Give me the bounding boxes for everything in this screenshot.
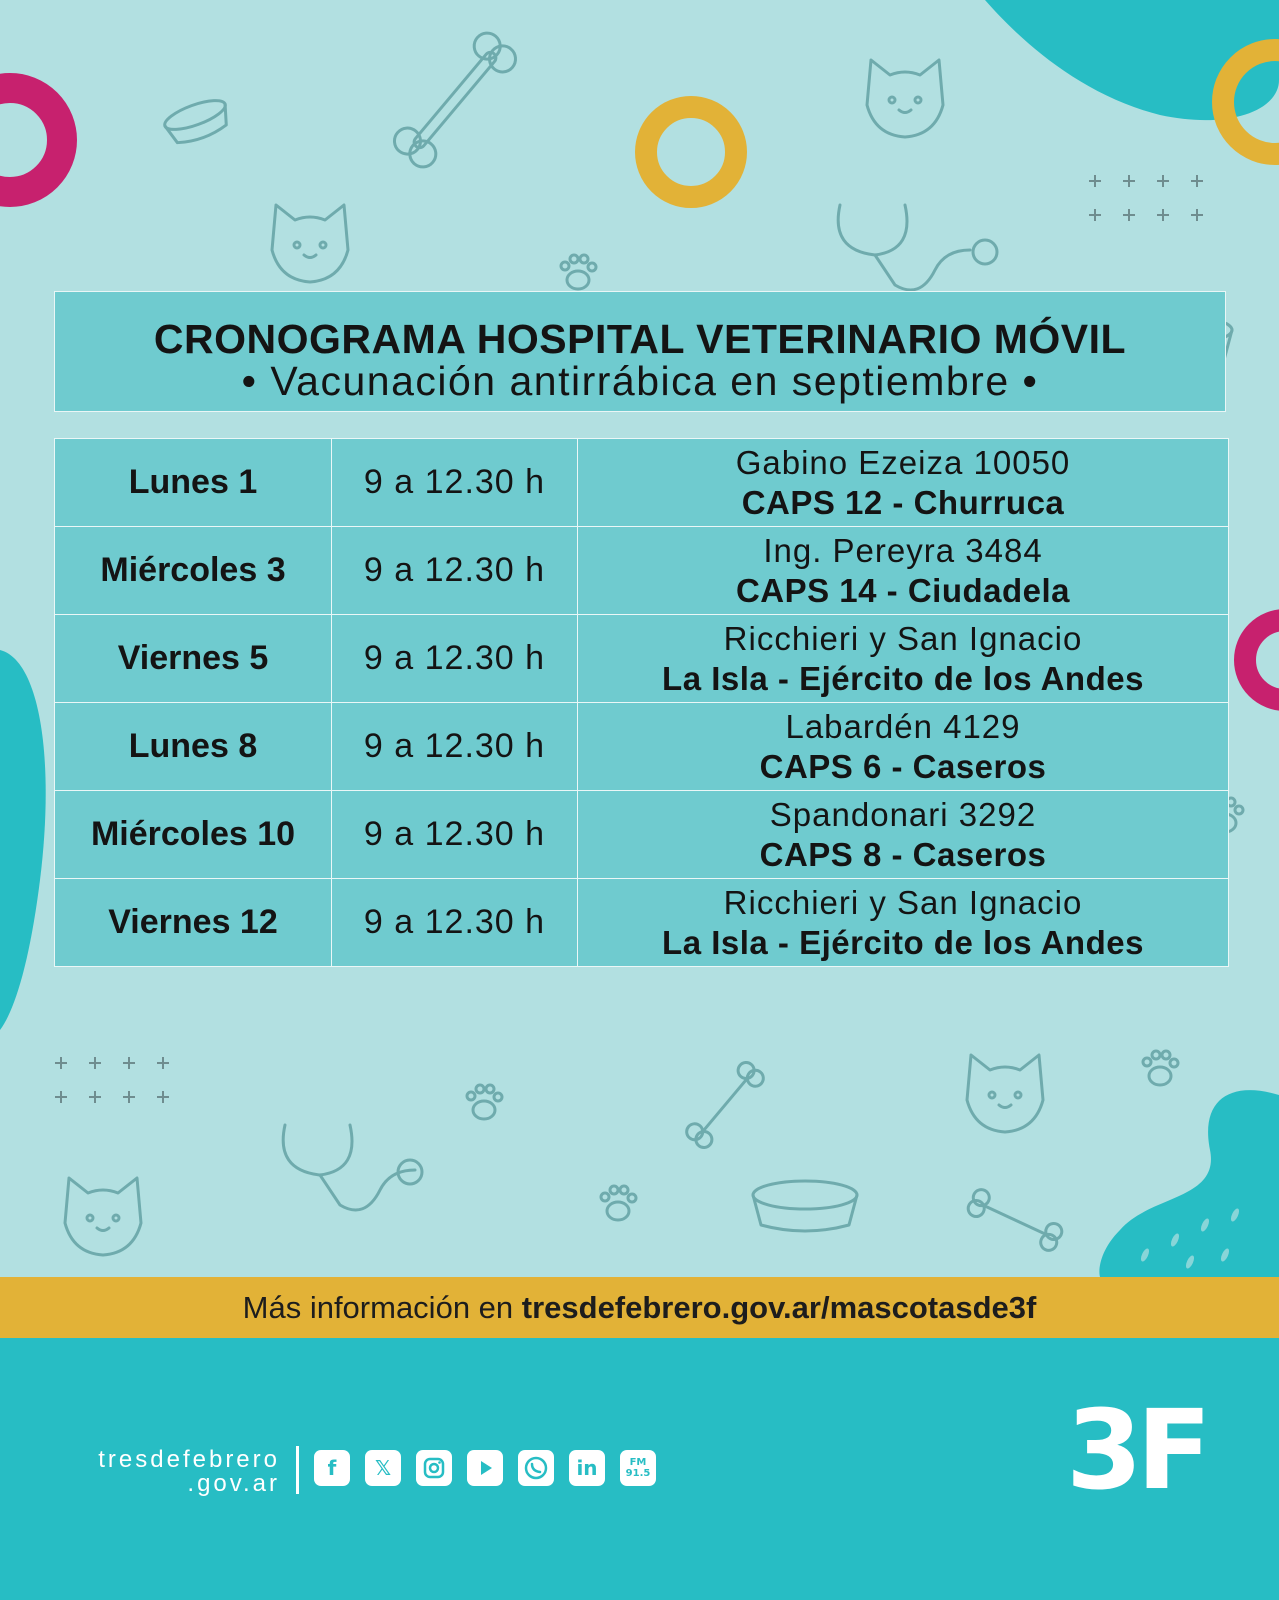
brand-wordmark[interactable] [66, 1448, 280, 1496]
time-cell: 9 a 12.30 h [332, 615, 578, 703]
fm-frequency: 91.5 [625, 1468, 651, 1479]
time-cell: 9 a 12.30 h [332, 879, 578, 967]
page-title: CRONOGRAMA HOSPITAL VETERINARIO MÓVIL [153, 316, 1127, 362]
more-info-link[interactable]: tresdefebrero.gov.ar/mascotasde3f [521, 1290, 1037, 1325]
place-cell [578, 791, 1229, 879]
location-text: CAPS 8 - Caseros [759, 835, 1047, 873]
day-cell: Lunes 1 [55, 439, 332, 527]
location-text: La Isla - Ejército de los Andes [662, 923, 1144, 961]
address-text: Labardén 4129 [785, 707, 1021, 745]
address-text: Ing. Pereyra 3484 [763, 531, 1043, 569]
day-cell: Miércoles 10 [55, 791, 332, 879]
address-text: Ricchieri y San Ignacio [723, 619, 1083, 657]
time-cell: 9 a 12.30 h [332, 791, 578, 879]
social-links [314, 1450, 656, 1486]
radio-fm-icon[interactable] [620, 1450, 656, 1486]
place-cell [578, 527, 1229, 615]
brand-line-1: tresdefebrero [98, 1446, 280, 1473]
time-cell: 9 a 12.30 h [332, 703, 578, 791]
location-text: CAPS 14 - Ciudadela [735, 571, 1071, 609]
time-cell: 9 a 12.30 h [332, 527, 578, 615]
more-info-prefix: Más información en [242, 1290, 522, 1325]
place-cell [578, 879, 1229, 967]
more-info-bar [0, 1277, 1279, 1338]
youtube-icon[interactable] [467, 1450, 503, 1486]
place-cell [578, 439, 1229, 527]
page-subtitle: • Vacunación antirrábica en septiembre • [241, 358, 1039, 404]
3f-logo: 3F [1066, 1386, 1206, 1514]
schedule-header [54, 291, 1226, 412]
facebook-icon[interactable]: f [314, 1450, 350, 1486]
table-row [55, 703, 1229, 791]
instagram-icon[interactable] [416, 1450, 452, 1486]
address-text: Ricchieri y San Ignacio [723, 883, 1083, 921]
brand-divider [296, 1446, 299, 1494]
schedule-table [54, 438, 1229, 967]
time-cell: 9 a 12.30 h [332, 439, 578, 527]
table-row [55, 615, 1229, 703]
location-text: La Isla - Ejército de los Andes [662, 659, 1144, 697]
location-text: CAPS 6 - Caseros [759, 747, 1047, 785]
linkedin-icon[interactable]: in [569, 1450, 605, 1486]
table-row [55, 439, 1229, 527]
whatsapp-icon[interactable] [518, 1450, 554, 1486]
table-row [55, 791, 1229, 879]
table-row [55, 527, 1229, 615]
footer [0, 1338, 1279, 1600]
address-text: Gabino Ezeiza 10050 [735, 443, 1071, 481]
day-cell: Miércoles 3 [55, 527, 332, 615]
address-text: Spandonari 3292 [769, 795, 1037, 833]
day-cell: Viernes 5 [55, 615, 332, 703]
day-cell: Lunes 8 [55, 703, 332, 791]
fm-label: FM [629, 1457, 647, 1468]
table-row [55, 879, 1229, 967]
location-text: CAPS 12 - Churruca [741, 483, 1065, 521]
brand-line-2: .gov.ar [187, 1470, 280, 1497]
x-icon[interactable]: 𝕏 [365, 1450, 401, 1486]
day-cell: Viernes 12 [55, 879, 332, 967]
place-cell [578, 615, 1229, 703]
place-cell [578, 703, 1229, 791]
